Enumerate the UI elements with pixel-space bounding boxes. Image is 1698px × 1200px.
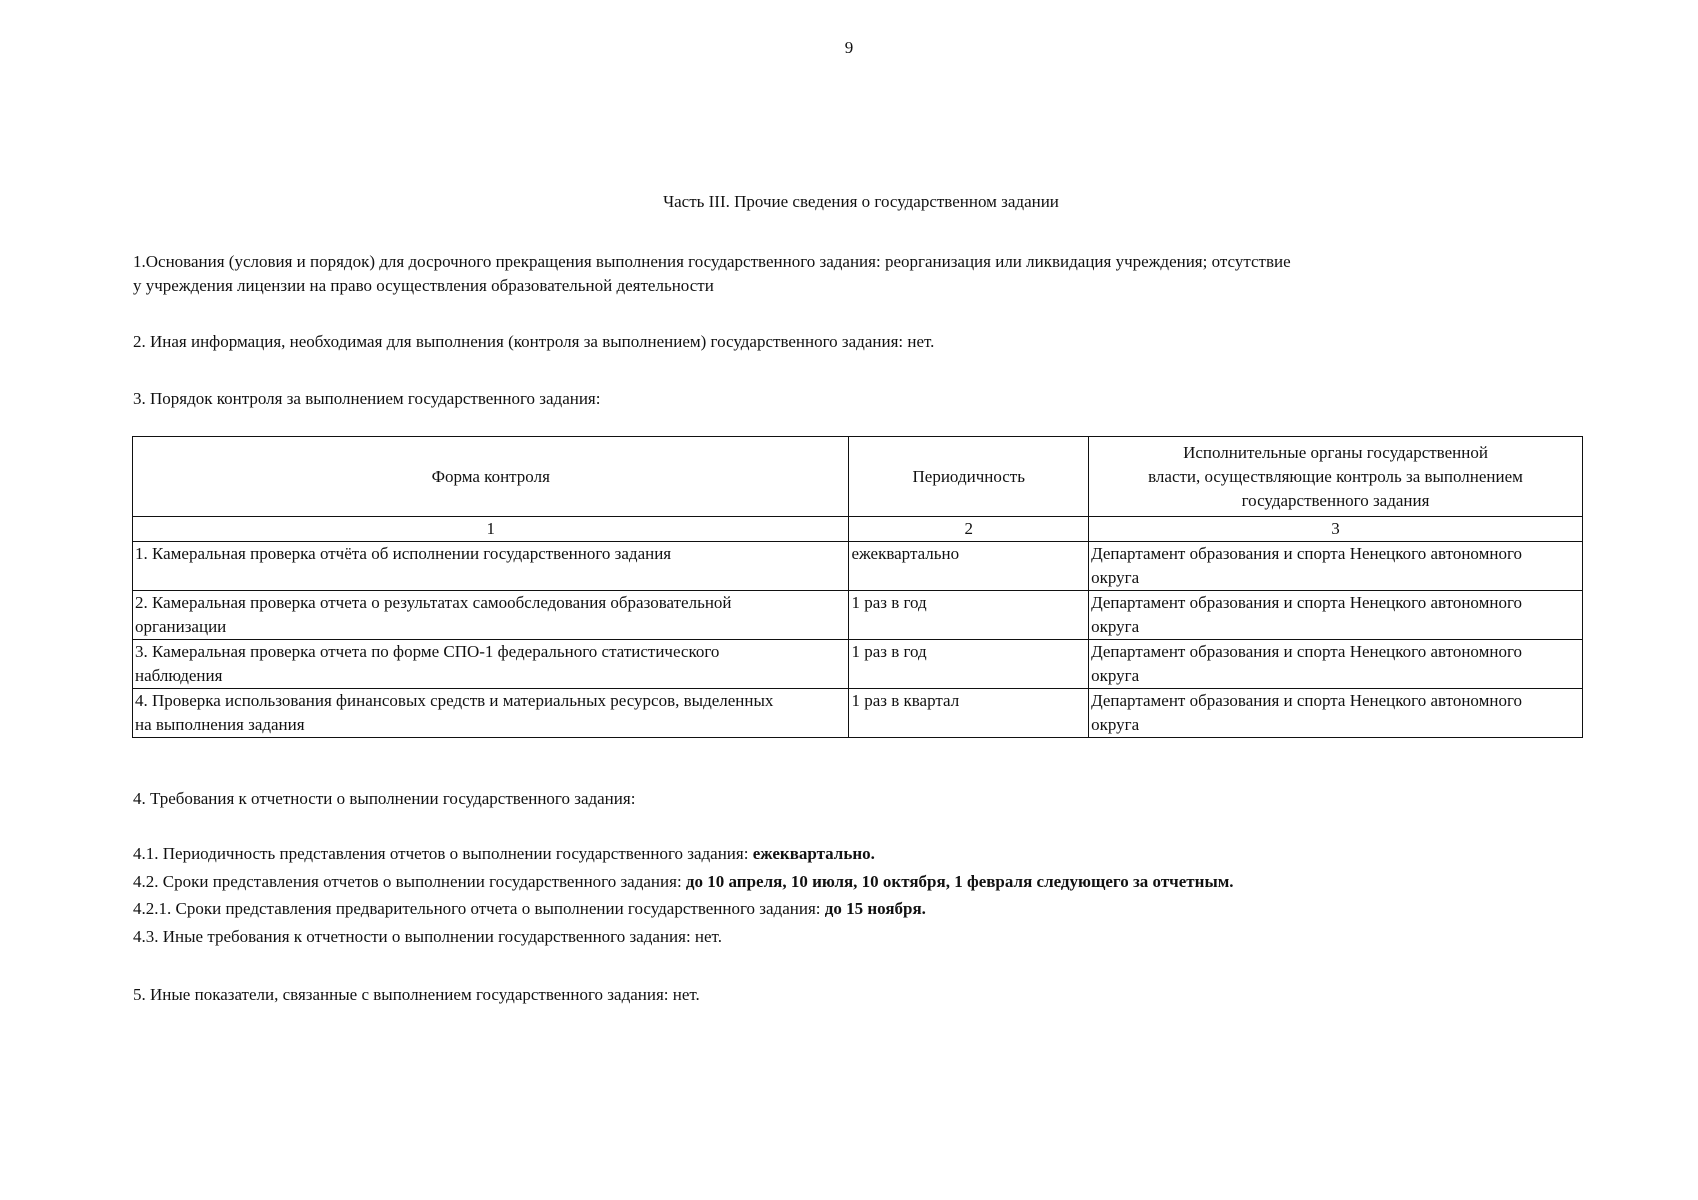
cell-periodicity: 1 раз в год	[849, 640, 1089, 689]
cell-periodicity: 1 раз в год	[849, 591, 1089, 640]
header-periodicity: Периодичность	[849, 437, 1089, 517]
paragraph-4-1	[133, 842, 1573, 866]
table-row	[133, 542, 1583, 591]
cell-authority-line-1: Департамент образования и спорта Ненецкого автономного	[1091, 691, 1523, 710]
cell-periodicity: 1 раз в квартал	[849, 689, 1089, 738]
paragraph-1	[133, 250, 1573, 298]
table-row	[133, 689, 1583, 738]
paragraph-4-3: 4.3. Иные требования к отчетности о выполнении государственного задания: нет.	[133, 927, 722, 946]
cell-form-line-2: организации	[135, 617, 227, 636]
paragraph-4-2-1-text: 4.2.1. Сроки представления предварительного отчета о выполнении государственного задания:	[133, 899, 825, 918]
cell-authority-line-2: округа	[1091, 568, 1140, 587]
cell-authority-line-2: округа	[1091, 617, 1140, 636]
cell-form-line-2: на выполнения задания	[135, 715, 305, 734]
cell-authority-line-2: округа	[1091, 666, 1140, 685]
paragraph-2: 2. Иная информация, необходимая для выполнения (контроля за выполнением) государственного задания: нет.	[133, 332, 935, 351]
cell-authority-line-2: округа	[1091, 715, 1140, 734]
column-number-row	[133, 517, 1583, 542]
column-number: 3	[1089, 517, 1583, 542]
table-row	[133, 640, 1583, 689]
paragraph-4: 4. Требования к отчетности о выполнении государственного задания:	[133, 789, 636, 808]
cell-form-line-2: наблюдения	[135, 666, 223, 685]
paragraph-3: 3. Порядок контроля за выполнением государственного задания:	[133, 389, 601, 408]
header-authority	[1089, 437, 1583, 517]
column-number: 1	[133, 517, 849, 542]
cell-authority-line-1: Департамент образования и спорта Ненецкого автономного	[1091, 642, 1523, 661]
cell-authority	[1089, 591, 1583, 640]
paragraph-1-line-1: 1.Основания (условия и порядок) для досрочного прекращения выполнения государственного задания: реорганизация или ликвидация учреждения; отсутствие	[133, 252, 1291, 271]
paragraph-4-1-text: 4.1. Периодичность представления отчетов о выполнении государственного задания:	[133, 844, 753, 863]
cell-form	[133, 689, 849, 738]
paragraph-4-2	[133, 870, 1573, 894]
cell-authority	[1089, 640, 1583, 689]
table-row	[133, 591, 1583, 640]
cell-authority-line-1: Департамент образования и спорта Ненецкого автономного	[1091, 593, 1523, 612]
paragraph-4-2-text: 4.2. Сроки представления отчетов о выполнении государственного задания:	[133, 872, 686, 891]
cell-form-line-1: 2. Камеральная проверка отчета о результатах самообследования образовательной	[135, 593, 732, 612]
control-table	[132, 436, 1583, 738]
paragraph-1-line-2: у учреждения лицензии на право осуществления образовательной деятельности	[133, 276, 714, 295]
cell-form	[133, 591, 849, 640]
header-authority-line-1: Исполнительные органы государственной	[1183, 442, 1488, 462]
header-authority-line-2: власти, осуществляющие контроль за выполнением	[1148, 466, 1523, 486]
paragraph-4-1-bold: ежеквартально.	[752, 844, 875, 863]
page-number: 9	[844, 38, 854, 57]
paragraph-4-2-bold: до 10 апреля, 10 июля, 10 октября, 1 февраля следующего за отчетным.	[685, 872, 1234, 891]
cell-authority-line-1: Департамент образования и спорта Ненецкого автономного	[1091, 544, 1523, 563]
cell-periodicity: ежеквартально	[849, 542, 1089, 591]
paragraph-4-2-1-bold: до 15 ноября.	[824, 899, 926, 918]
column-number: 2	[849, 517, 1089, 542]
header-authority-line-3: государственного задания	[1241, 490, 1430, 510]
cell-authority	[1089, 689, 1583, 738]
table-header-row	[133, 437, 1583, 517]
cell-form	[133, 542, 849, 591]
paragraph-4-2-1	[133, 897, 1573, 921]
cell-form	[133, 640, 849, 689]
cell-authority	[1089, 542, 1583, 591]
header-form: Форма контроля	[133, 437, 849, 517]
cell-form-line-1: 4. Проверка использования финансовых средств и материальных ресурсов, выделенных	[135, 691, 774, 710]
paragraph-5: 5. Иные показатели, связанные с выполнением государственного задания: нет.	[133, 985, 700, 1004]
cell-form-line-1: 3. Камеральная проверка отчета по форме СПО-1 федерального статистического	[135, 642, 720, 661]
section-title: Часть III. Прочие сведения о государственном задании	[663, 192, 1059, 211]
cell-form-line-1: 1. Камеральная проверка отчёта об исполнении государственного задания	[135, 544, 672, 563]
